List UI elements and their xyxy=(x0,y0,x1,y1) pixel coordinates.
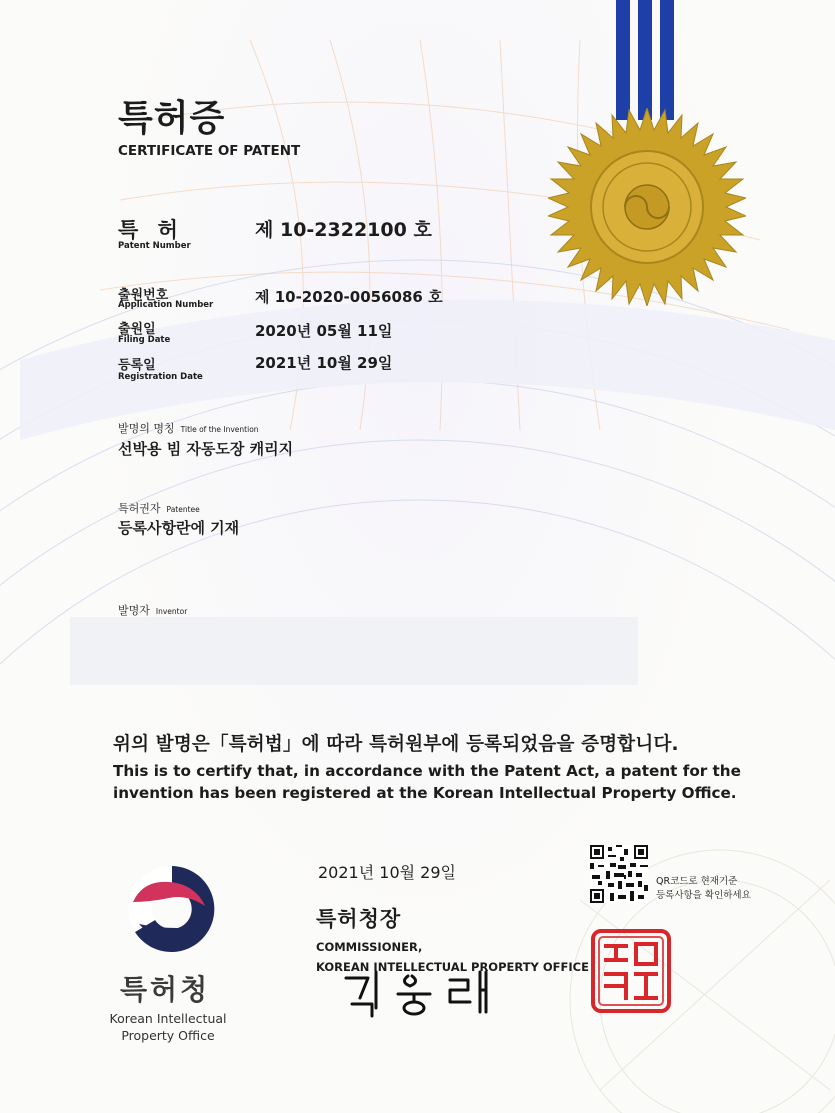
application-number-label: 출원번호 xyxy=(118,288,169,303)
invention-title-value: 선박용 빔 자동도장 캐리지 xyxy=(118,440,294,458)
filing-date-label: 출원일 xyxy=(118,322,156,337)
patentee-value: 등록사항란에 기재 xyxy=(118,519,240,537)
official-stamp-icon xyxy=(590,928,672,1014)
page-subtitle: CERTIFICATE OF PATENT xyxy=(118,143,301,159)
registration-date-label-en: Registration Date xyxy=(118,372,203,382)
office-name-ko: 특허청 xyxy=(120,973,211,1006)
signature xyxy=(338,968,508,1018)
inventor-redacted-area xyxy=(70,617,638,685)
patent-number-label: 특 허 xyxy=(118,218,184,242)
patentee-label: 특허권자 Patentee xyxy=(118,502,200,515)
filing-date-label-en: Filing Date xyxy=(118,335,171,345)
invention-title-label: 발명의 명칭 Title of the Invention xyxy=(118,422,259,435)
registration-date-label: 등록일 xyxy=(118,358,156,373)
patent-number-value: 제 10-2322100 호 xyxy=(255,219,432,241)
patent-number-label-en: Patent Number xyxy=(118,241,191,251)
ribbon xyxy=(616,0,676,120)
commissioner-title-ko: 특허청장 xyxy=(316,907,402,931)
kipo-logo-icon xyxy=(125,862,219,956)
registration-date-value: 2021년 10월 29일 xyxy=(255,354,393,372)
commissioner-title-en: COMMISSIONER, KOREAN INTELLECTUAL PROPERTY OFFICE xyxy=(316,940,589,974)
application-number-value: 제 10-2020-0056086 호 xyxy=(255,288,443,306)
certification-text-en: This is to certify that, in accordance with the Patent Act, a patent for the invention has been registered at the Korean Intellectual Property Office. xyxy=(113,762,741,802)
qr-code-icon xyxy=(590,845,648,903)
certification-text-ko: 위의 발명은「특허법」에 따라 특허원부에 등록되었음을 증명합니다. xyxy=(113,734,679,755)
issue-date: 2021년 10월 29일 xyxy=(318,863,456,882)
page-title: 특허증 xyxy=(118,98,226,139)
application-number-label-en: Application Number xyxy=(118,300,214,310)
office-name-en: Korean Intellectual Property Office xyxy=(109,1011,227,1043)
inventor-label: 발명자 Inventor xyxy=(118,604,188,617)
filing-date-value: 2020년 05월 11일 xyxy=(255,322,393,340)
qr-instruction: QR코드로 현재기준 등록사항을 확인하세요 xyxy=(656,876,751,901)
gold-seal-icon xyxy=(548,108,746,306)
